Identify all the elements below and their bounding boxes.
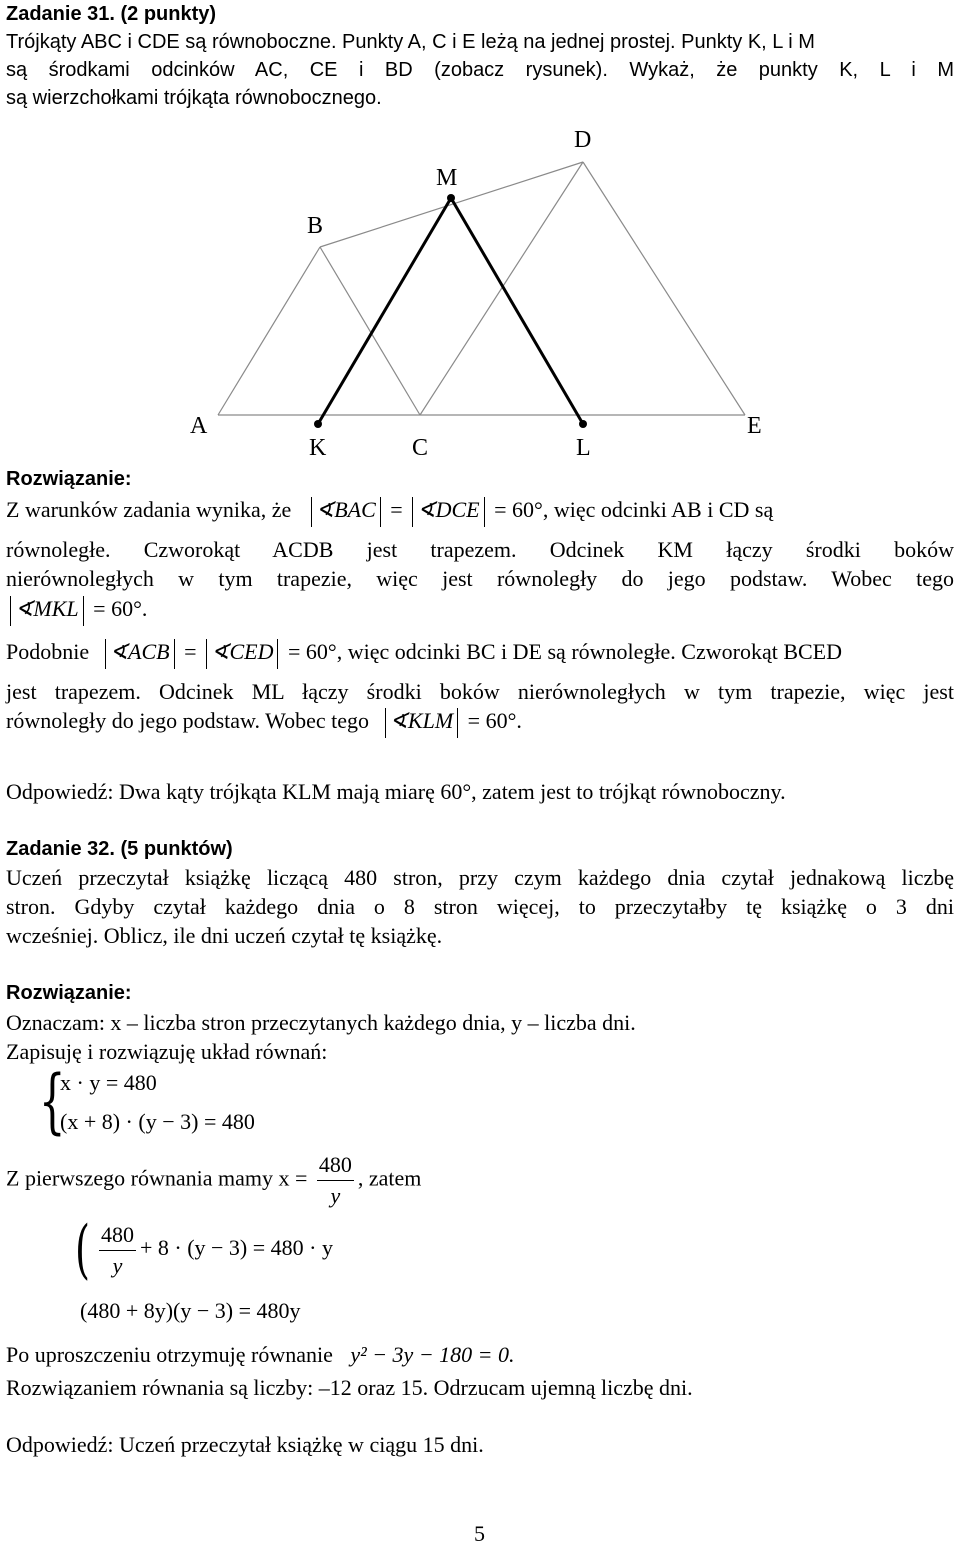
task31-body-line-3: są wierzchołkami trójkąta równobocznego. [6,87,382,109]
label-A: A [190,413,208,439]
angle-CED: ∢CED [211,639,274,665]
value: = 60°. [93,596,148,622]
simplified-equation [6,1342,515,1368]
task31-body-line-2: są środkami odcinków AC, CE i BD (zobacz rysunek). Wykaż, że punkty K, L i M [6,59,954,81]
label-E: E [747,413,762,439]
angle-MKL: ∢MKL [15,596,79,622]
angle-BAC: ∢BAC [315,497,376,523]
value: = 60° [287,639,337,665]
segment-DE [583,162,745,415]
task32-body-line-3: wcześniej. Oblicz, ile dni uczeń czytał tę książkę. [6,923,443,948]
segment-BC [320,247,420,415]
text: Po uproszczeniu otrzymuję równanie [6,1342,333,1367]
text: równoległy do jego podstaw. Wobec tego [6,708,369,734]
text: Z warunków zadania wynika, że [6,497,292,523]
equation-3: ( $\frac{480}{y}$ + 8 · (y − 3) = 480 · y [74,1213,333,1287]
text: + 8 · (y − 3) = 480 · y [139,1235,333,1261]
task31-body-line-1: Trójkąty ABC i CDE są równoboczne. Punkty A, C i E leżą na jednej prostej. Punkty K, L i M [6,31,815,53]
fraction-480-over-y [317,1150,354,1211]
equation-1: x · y = 480 [60,1070,157,1095]
task32-body-line-2: stron. Gdyby czytał każdego dnia o 8 stron więcej, to przeczytałby tę książkę o 3 dni [6,894,954,919]
fraction-480-over-y-2 [99,1220,136,1281]
label-M: M [436,165,458,191]
task32-roots: Rozwiązaniem równania są liczby: –12 oraz 15. Odrzucam ujemną liczbę dni. [6,1375,693,1400]
label-B: B [307,213,324,239]
task31-solution-heading: Rozwiązanie: [6,468,132,490]
point-M [447,194,455,202]
task31-solution-line-4 [6,596,147,626]
segment-KM [318,198,451,424]
label-D: D [574,127,592,153]
task31-solution-line-3: nierównoległych w tym trapezie, więc jest równoległy do jego podstaw. Wobec tego [6,566,954,591]
task31-solution-line-7 [6,708,522,738]
task31-solution-line-5 [6,639,842,669]
segment-ML [451,198,583,424]
value: = 60° [494,497,543,523]
page-number: 5 [474,1521,485,1546]
segment-CD [420,162,583,415]
text: , więc odcinki BC i DE są równoległe. Czworokąt BCED [336,639,842,665]
value: = 60°. [467,708,522,734]
task31-heading: Zadanie 31. (2 punkty) [6,3,217,25]
angle-KLM: ∢KLM [389,708,454,734]
task32-solution-heading: Rozwiązanie: [6,982,132,1004]
system-brace: { [38,1060,66,1142]
denominator: y [112,1252,123,1278]
label-K: K [309,435,327,461]
text: , zatem [357,1165,422,1191]
text: Podobnie [6,639,90,665]
denominator: y [330,1183,341,1208]
task31-answer: Odpowiedź: Dwa kąty trójkąta KLM mają miarę 60°, zatem jest to trójkąt równoboczny. [6,779,786,804]
label-L: L [576,435,591,461]
task31-solution-line-1 [6,497,773,527]
equals: = [390,497,403,523]
task31-solution-line-6: jest trapezem. Odcinek ML łączy środki boków nierównoległych w tym trapezie, więc jest [6,679,954,704]
segment-AB [218,247,320,415]
angle-DCE: ∢DCE [417,497,480,523]
equals: = [184,639,197,665]
quadratic: y² − 3y − 180 = 0. [350,1342,515,1367]
equation-4: (480 + 8y)(y − 3) = 480y [80,1298,301,1323]
task31-solution-line-2: równoległe. Czworokąt ACDB jest trapezem. Odcinek KM łączy środki boków [6,537,954,562]
equation-2: (x + 8) · (y − 3) = 480 [60,1109,255,1134]
task32-answer: Odpowiedź: Uczeń przeczytał książkę w ciągu 15 dni. [6,1432,484,1457]
from-first-equation [6,1150,421,1211]
task32-heading: Zadanie 32. (5 punktów) [6,838,233,860]
text: , więc odcinki AB i CD są [542,497,774,523]
numerator: 480 [99,1220,136,1251]
triangle-figure [0,115,960,465]
point-K [314,420,322,428]
angle-ACB: ∢ACB [109,639,170,665]
point-L [579,420,587,428]
label-C: C [412,435,429,461]
numerator: 480 [317,1150,354,1181]
task32-system-intro: Zapisuję i rozwiązuję układ równań: [6,1039,328,1064]
text: Z pierwszego równania mamy x = [6,1165,308,1191]
task32-notation: Oznaczam: x – liczba stron przeczytanych każdego dnia, y – liczba dni. [6,1010,636,1035]
task32-body-line-1: Uczeń przeczytał książkę liczącą 480 stron, przy czym każdego dnia czytał jednakową liczbę [6,865,954,890]
